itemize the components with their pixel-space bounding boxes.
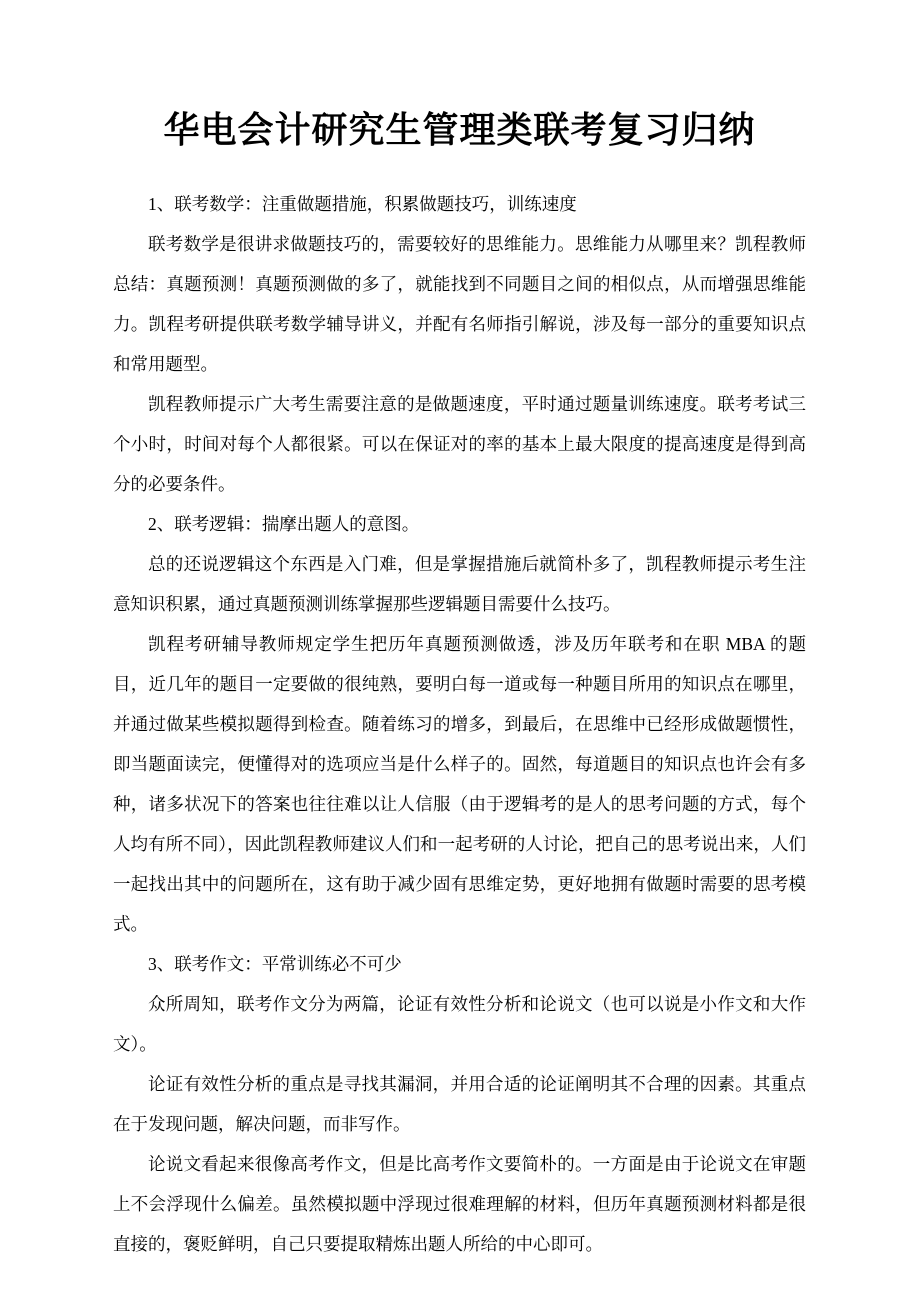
paragraph: 总的还说逻辑这个东西是入门难，但是掌握措施后就简朴多了，凯程教师提示考生注意知识积累，通过真题预测训练掌握那些逻辑题目需要什么技巧。 <box>113 554 806 614</box>
document-title: 华电会计研究生管理类联考复习归纳 <box>163 110 756 150</box>
paragraph: 论证有效性分析的重点是寻找其漏洞，并用合适的论证阐明其不合理的因素。其重点在于发现问题，解决问题，而非写作。 <box>113 1074 806 1134</box>
paragraph: 凯程教师提示广大考生需要注意的是做题速度，平时通过题量训练速度。联考考试三个小时，时间对每个人都很紧。可以在保证对的率的基本上最大限度的提高速度是得到高分的必要条件。 <box>113 394 806 494</box>
section-heading-math: 1、联考数学：注重做题措施，积累做题技巧，训练速度 <box>148 194 577 214</box>
section-heading-writing: 3、联考作文：平常训练必不可少 <box>148 954 402 974</box>
paragraph: 论说文看起来很像高考作文，但是比高考作文要简朴的。一方面是由于论说文在审题上不会浮现什么偏差。虽然模拟题中浮现过很难理解的材料，但历年真题预测材料都是很直接的，褒贬鲜明，自己只要提取精炼出题人所给的中心即可。 <box>113 1154 806 1254</box>
section-heading-logic: 2、联考逻辑：揣摩出题人的意图。 <box>148 514 420 534</box>
paragraph: 众所周知，联考作文分为两篇，论证有效性分析和论说文（也可以说是小作文和大作文）。 <box>113 994 806 1054</box>
paragraph: 凯程考研辅导教师规定学生把历年真题预测做透，涉及历年联考和在职 MBA 的题目，近几年的题目一定要做的很纯熟，要明白每一道或每一种题目所用的知识点在哪里，并通过做某些模拟题得到检查。随着练习的增多，到最后，在思维中已经形成做题惯性，即当题面读完，便懂得对的选项应当是什么样子的。固然，每道题目的知识点也许会有多种，诸多状况下的答案也往往难以让人信服（由于逻辑考的是人的思考问题的方式，每个人均有所不同），因此凯程教师建议人们和一起考研的人讨论，把自己的思考说出来，人们一起找出其中的问题所在，这有助于减少固有思维定势，更好地拥有做题时需要的思考模式。 <box>113 634 806 934</box>
document-body <box>113 184 806 1264</box>
paragraph: 联考数学是很讲求做题技巧的，需要较好的思维能力。思维能力从哪里来？凯程教师总结：真题预测！真题预测做的多了，就能找到不同题目之间的相似点，从而增强思维能力。凯程考研提供联考数学辅导讲义，并配有名师指引解说，涉及每一部分的重要知识点和常用题型。 <box>113 234 806 374</box>
